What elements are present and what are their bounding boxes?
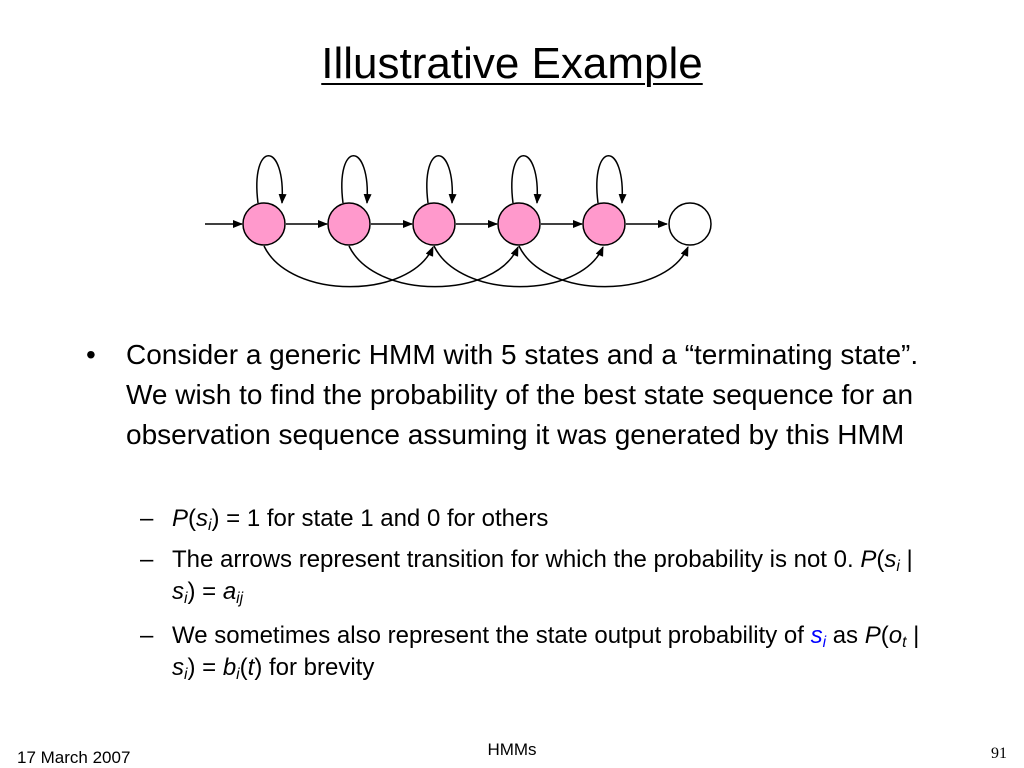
math-subscript: i [208, 516, 212, 534]
math-symbol: P [864, 622, 881, 649]
hmm-state-diagram [0, 0, 1024, 330]
math-symbol: P [172, 505, 189, 532]
math-symbol: s [810, 622, 823, 649]
self-loop-2 [342, 156, 367, 203]
sub-bullet-text [172, 503, 920, 535]
state-node-1 [243, 203, 285, 245]
math-text: The arrows represent transition for which the probability is not 0. [172, 546, 861, 573]
math-symbol: a [222, 578, 237, 605]
dash-mark: – [140, 622, 154, 649]
self-loop-4 [512, 156, 537, 203]
math-subscript: ij [236, 589, 244, 607]
skip-arc-2-4 [349, 246, 518, 287]
footer-date: 17 March 2007 [17, 748, 131, 767]
math-symbol: o [888, 622, 903, 649]
math-text: as [826, 622, 865, 649]
main-bullet [86, 335, 946, 455]
math-symbol: P [860, 546, 877, 573]
self-loop-1 [257, 156, 282, 203]
state-node-2 [328, 203, 370, 245]
math-text: ( [239, 654, 248, 681]
math-subscript: i [236, 665, 240, 683]
bullet-mark: • [86, 339, 96, 370]
page-number: 91 [991, 745, 1007, 762]
math-symbol: s [172, 578, 184, 605]
math-text: | [906, 622, 920, 649]
skip-arc-3-5 [434, 246, 603, 287]
slide-title: Illustrative Example [321, 39, 703, 88]
sub-bullet-initial-probability [140, 503, 920, 535]
footer-topic: HMMs [487, 740, 537, 759]
self-loop-3 [427, 156, 452, 203]
math-symbol: s [884, 546, 897, 573]
main-bullet-text: Consider a generic HMM with 5 states and a “terminating state”. We wish to find the probability of the best state sequence for an observation sequence assuming it was generated by this HMM [126, 339, 919, 450]
math-text: ) for brevity [254, 654, 375, 681]
sub-bullet-output-probability [140, 620, 920, 684]
sub-bullet-transition [140, 544, 920, 608]
math-symbol: s [172, 654, 184, 681]
dash-mark: – [140, 505, 154, 532]
state-node-4 [498, 203, 540, 245]
math-subscript: t [902, 633, 907, 651]
math-text: ( [880, 622, 889, 649]
math-symbol: t [247, 654, 255, 681]
math-symbol: b [222, 654, 237, 681]
math-symbol: s [196, 505, 209, 532]
skip-arc-4-end [519, 246, 688, 287]
terminating-state-node [669, 203, 711, 245]
sub-bullet-text [172, 544, 920, 608]
math-text: | [899, 546, 913, 573]
math-text: ( [188, 505, 197, 532]
math-subscript: i [896, 557, 900, 575]
math-text: We sometimes also represent the state output probability of [172, 622, 811, 649]
dash-mark: – [140, 546, 154, 573]
math-text: ) = 1 for state 1 and 0 for others [211, 505, 549, 532]
math-subscript: i [184, 665, 188, 683]
math-text: ) = [187, 654, 223, 681]
state-node-5 [583, 203, 625, 245]
math-subscript: i [822, 633, 827, 651]
sub-bullet-text [172, 620, 920, 684]
self-loop-5 [597, 156, 622, 203]
skip-arc-1-3 [264, 246, 433, 287]
math-text: ( [876, 546, 885, 573]
math-subscript: i [184, 589, 188, 607]
math-text: ) = [187, 578, 223, 605]
state-node-3 [413, 203, 455, 245]
